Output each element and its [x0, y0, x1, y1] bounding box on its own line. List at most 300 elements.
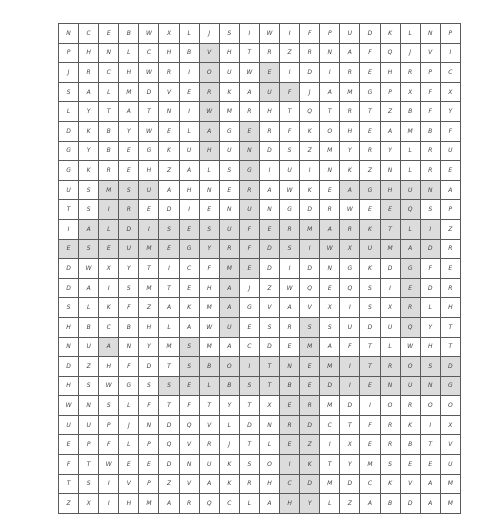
grid-cell[interactable]: A [219, 278, 239, 298]
grid-cell[interactable]: W [259, 24, 279, 44]
grid-cell[interactable]: Y [199, 239, 219, 259]
grid-cell[interactable]: R [400, 298, 420, 318]
grid-cell[interactable]: O [259, 455, 279, 475]
grid-cell[interactable]: E [360, 200, 380, 220]
grid-cell[interactable]: S [360, 278, 380, 298]
grid-cell[interactable]: F [360, 43, 380, 63]
grid-cell[interactable]: D [59, 121, 79, 141]
grid-cell[interactable]: E [380, 200, 400, 220]
grid-cell[interactable]: R [340, 63, 360, 83]
grid-cell[interactable]: I [139, 219, 159, 239]
grid-cell[interactable]: I [340, 376, 360, 396]
grid-cell[interactable]: G [239, 161, 259, 181]
grid-cell[interactable]: K [219, 455, 239, 475]
grid-cell[interactable]: T [360, 337, 380, 357]
grid-cell[interactable]: L [199, 161, 219, 181]
grid-cell[interactable]: H [259, 474, 279, 494]
grid-cell[interactable]: C [280, 474, 300, 494]
grid-cell[interactable]: K [79, 161, 99, 181]
grid-cell[interactable]: E [320, 278, 340, 298]
grid-cell[interactable]: S [380, 455, 400, 475]
grid-cell[interactable]: P [380, 82, 400, 102]
grid-cell[interactable]: U [219, 219, 239, 239]
grid-cell[interactable]: S [79, 239, 99, 259]
grid-cell[interactable]: X [79, 494, 99, 514]
grid-cell[interactable]: I [99, 200, 119, 220]
grid-cell[interactable]: A [79, 278, 99, 298]
grid-cell[interactable]: S [79, 180, 99, 200]
grid-cell[interactable]: S [320, 317, 340, 337]
grid-cell[interactable]: E [259, 63, 279, 83]
grid-cell[interactable]: M [440, 494, 460, 514]
grid-cell[interactable]: M [320, 396, 340, 416]
grid-cell[interactable]: E [360, 63, 380, 83]
grid-cell[interactable]: V [259, 298, 279, 318]
grid-cell[interactable]: L [119, 435, 139, 455]
grid-cell[interactable]: C [139, 43, 159, 63]
grid-cell[interactable]: D [360, 317, 380, 337]
grid-cell[interactable]: S [360, 298, 380, 318]
grid-cell[interactable]: Q [300, 102, 320, 122]
grid-cell[interactable]: I [159, 259, 179, 279]
grid-cell[interactable]: A [259, 180, 279, 200]
grid-cell[interactable]: U [139, 180, 159, 200]
grid-cell[interactable]: K [360, 219, 380, 239]
grid-cell[interactable]: I [320, 435, 340, 455]
grid-cell[interactable]: B [199, 357, 219, 377]
grid-cell[interactable]: O [199, 63, 219, 83]
grid-cell[interactable]: W [340, 200, 360, 220]
grid-cell[interactable]: W [199, 317, 219, 337]
grid-cell[interactable]: Y [79, 141, 99, 161]
grid-cell[interactable]: E [199, 200, 219, 220]
grid-cell[interactable]: E [239, 317, 259, 337]
grid-cell[interactable]: U [440, 455, 460, 475]
grid-cell[interactable]: E [360, 121, 380, 141]
grid-cell[interactable]: X [159, 24, 179, 44]
grid-cell[interactable]: E [239, 259, 259, 279]
grid-cell[interactable]: T [159, 357, 179, 377]
grid-cell[interactable]: V [179, 435, 199, 455]
grid-cell[interactable]: N [320, 43, 340, 63]
grid-cell[interactable]: E [119, 161, 139, 181]
grid-cell[interactable]: S [259, 317, 279, 337]
grid-cell[interactable]: K [380, 24, 400, 44]
grid-cell[interactable]: N [239, 141, 259, 161]
grid-cell[interactable]: S [239, 455, 259, 475]
grid-cell[interactable]: T [159, 396, 179, 416]
grid-cell[interactable]: L [99, 219, 119, 239]
grid-cell[interactable]: N [179, 455, 199, 475]
grid-cell[interactable]: S [159, 219, 179, 239]
grid-cell[interactable]: D [159, 415, 179, 435]
grid-cell[interactable]: F [280, 121, 300, 141]
grid-cell[interactable]: U [59, 180, 79, 200]
grid-cell[interactable]: C [239, 337, 259, 357]
grid-cell[interactable]: H [119, 494, 139, 514]
grid-cell[interactable]: T [440, 337, 460, 357]
grid-cell[interactable]: E [400, 278, 420, 298]
grid-cell[interactable]: G [219, 121, 239, 141]
grid-cell[interactable]: S [219, 161, 239, 181]
grid-cell[interactable]: D [300, 63, 320, 83]
grid-cell[interactable]: A [440, 180, 460, 200]
grid-cell[interactable]: W [280, 180, 300, 200]
grid-cell[interactable]: E [239, 121, 259, 141]
grid-cell[interactable]: B [119, 317, 139, 337]
grid-cell[interactable]: E [280, 337, 300, 357]
grid-cell[interactable]: E [159, 239, 179, 259]
grid-cell[interactable]: Q [179, 415, 199, 435]
grid-cell[interactable]: S [79, 474, 99, 494]
grid-cell[interactable]: P [99, 415, 119, 435]
grid-cell[interactable]: N [159, 102, 179, 122]
grid-cell[interactable]: U [340, 24, 360, 44]
grid-cell[interactable]: D [360, 24, 380, 44]
grid-cell[interactable]: T [320, 102, 340, 122]
grid-cell[interactable]: R [300, 43, 320, 63]
grid-cell[interactable]: M [119, 82, 139, 102]
grid-cell[interactable]: M [300, 337, 320, 357]
grid-cell[interactable]: I [99, 278, 119, 298]
grid-cell[interactable]: R [159, 63, 179, 83]
grid-cell[interactable]: S [59, 298, 79, 318]
grid-cell[interactable]: X [440, 82, 460, 102]
grid-cell[interactable]: W [99, 376, 119, 396]
grid-cell[interactable]: Y [440, 102, 460, 122]
grid-cell[interactable]: H [340, 121, 360, 141]
grid-cell[interactable]: T [320, 455, 340, 475]
grid-cell[interactable]: I [380, 278, 400, 298]
grid-cell[interactable]: L [119, 43, 139, 63]
grid-cell[interactable]: D [380, 259, 400, 279]
grid-cell[interactable]: E [179, 82, 199, 102]
grid-cell[interactable]: R [340, 219, 360, 239]
grid-cell[interactable]: A [179, 161, 199, 181]
grid-cell[interactable]: M [199, 337, 219, 357]
grid-cell[interactable]: X [340, 239, 360, 259]
grid-cell[interactable]: W [99, 455, 119, 475]
grid-cell[interactable]: Q [159, 435, 179, 455]
grid-cell[interactable]: X [259, 396, 279, 416]
grid-cell[interactable]: W [139, 121, 159, 141]
grid-cell[interactable]: B [99, 121, 119, 141]
grid-cell[interactable]: H [219, 43, 239, 63]
grid-cell[interactable]: A [420, 494, 440, 514]
grid-cell[interactable]: T [79, 455, 99, 475]
grid-cell[interactable]: N [259, 415, 279, 435]
grid-cell[interactable]: N [219, 200, 239, 220]
grid-cell[interactable]: R [440, 278, 460, 298]
grid-cell[interactable]: J [300, 82, 320, 102]
grid-cell[interactable]: T [99, 102, 119, 122]
grid-cell[interactable]: M [219, 259, 239, 279]
grid-cell[interactable]: L [400, 141, 420, 161]
grid-cell[interactable]: V [199, 43, 219, 63]
grid-cell[interactable]: G [59, 161, 79, 181]
grid-cell[interactable]: A [179, 317, 199, 337]
grid-cell[interactable]: H [199, 278, 219, 298]
grid-cell[interactable]: A [360, 494, 380, 514]
grid-cell[interactable]: R [320, 200, 340, 220]
grid-cell[interactable]: R [400, 63, 420, 83]
grid-cell[interactable]: U [259, 82, 279, 102]
grid-cell[interactable]: T [259, 376, 279, 396]
grid-cell[interactable]: A [320, 82, 340, 102]
grid-cell[interactable]: U [340, 317, 360, 337]
grid-cell[interactable]: F [420, 82, 440, 102]
grid-cell[interactable]: K [99, 298, 119, 318]
grid-cell[interactable]: Q [400, 200, 420, 220]
grid-cell[interactable]: Y [79, 102, 99, 122]
grid-cell[interactable]: E [420, 455, 440, 475]
grid-cell[interactable]: J [219, 435, 239, 455]
grid-cell[interactable]: G [440, 376, 460, 396]
grid-cell[interactable]: J [119, 415, 139, 435]
grid-cell[interactable]: E [280, 396, 300, 416]
grid-cell[interactable]: D [300, 474, 320, 494]
grid-cell[interactable]: E [119, 455, 139, 475]
grid-cell[interactable]: T [199, 396, 219, 416]
grid-cell[interactable]: D [300, 200, 320, 220]
grid-cell[interactable]: T [360, 357, 380, 377]
grid-cell[interactable]: C [179, 259, 199, 279]
grid-cell[interactable]: H [280, 494, 300, 514]
grid-cell[interactable]: U [400, 180, 420, 200]
grid-cell[interactable]: J [400, 43, 420, 63]
grid-cell[interactable]: V [420, 43, 440, 63]
grid-cell[interactable]: M [320, 474, 340, 494]
grid-cell[interactable]: R [440, 239, 460, 259]
grid-cell[interactable]: L [179, 24, 199, 44]
grid-cell[interactable]: D [340, 474, 360, 494]
grid-cell[interactable]: I [280, 63, 300, 83]
grid-cell[interactable]: D [139, 82, 159, 102]
grid-cell[interactable]: I [99, 474, 119, 494]
grid-cell[interactable]: N [320, 259, 340, 279]
grid-cell[interactable]: H [259, 102, 279, 122]
grid-cell[interactable]: L [420, 298, 440, 318]
grid-cell[interactable]: S [179, 337, 199, 357]
grid-cell[interactable]: F [99, 435, 119, 455]
grid-cell[interactable]: Z [280, 43, 300, 63]
grid-cell[interactable]: N [259, 200, 279, 220]
grid-cell[interactable]: A [199, 121, 219, 141]
grid-cell[interactable]: K [79, 121, 99, 141]
grid-cell[interactable]: S [79, 376, 99, 396]
grid-cell[interactable]: V [119, 474, 139, 494]
grid-cell[interactable]: F [119, 298, 139, 318]
grid-cell[interactable]: M [199, 298, 219, 318]
grid-cell[interactable]: Q [340, 278, 360, 298]
grid-cell[interactable]: K [159, 141, 179, 161]
grid-cell[interactable]: H [79, 43, 99, 63]
grid-cell[interactable]: Q [300, 278, 320, 298]
grid-cell[interactable]: N [320, 161, 340, 181]
grid-cell[interactable]: S [119, 180, 139, 200]
grid-cell[interactable]: L [400, 24, 420, 44]
grid-cell[interactable]: R [119, 200, 139, 220]
grid-cell[interactable]: V [199, 415, 219, 435]
grid-cell[interactable]: H [59, 376, 79, 396]
grid-cell[interactable]: A [79, 82, 99, 102]
grid-cell[interactable]: U [400, 376, 420, 396]
grid-cell[interactable]: D [300, 415, 320, 435]
grid-cell[interactable]: I [340, 357, 360, 377]
grid-cell[interactable]: M [400, 121, 420, 141]
grid-cell[interactable]: A [420, 474, 440, 494]
grid-cell[interactable]: P [320, 24, 340, 44]
grid-cell[interactable]: Z [159, 474, 179, 494]
grid-cell[interactable]: R [259, 43, 279, 63]
grid-cell[interactable]: T [239, 396, 259, 416]
grid-cell[interactable]: H [199, 141, 219, 161]
grid-cell[interactable]: D [300, 259, 320, 279]
grid-cell[interactable]: R [219, 239, 239, 259]
grid-cell[interactable]: C [440, 63, 460, 83]
grid-cell[interactable]: R [179, 494, 199, 514]
grid-cell[interactable]: Z [300, 141, 320, 161]
grid-cell[interactable]: L [259, 435, 279, 455]
grid-cell[interactable]: K [300, 180, 320, 200]
grid-cell[interactable]: Y [119, 259, 139, 279]
grid-cell[interactable]: T [360, 102, 380, 122]
grid-cell[interactable]: N [79, 396, 99, 416]
grid-cell[interactable]: H [139, 161, 159, 181]
grid-cell[interactable]: J [239, 278, 259, 298]
grid-cell[interactable]: U [280, 161, 300, 181]
grid-cell[interactable]: V [159, 82, 179, 102]
grid-cell[interactable]: A [400, 239, 420, 259]
grid-cell[interactable]: H [440, 298, 460, 318]
grid-cell[interactable]: D [159, 455, 179, 475]
grid-cell[interactable]: D [159, 200, 179, 220]
grid-cell[interactable]: G [340, 259, 360, 279]
grid-cell[interactable]: S [199, 219, 219, 239]
grid-cell[interactable]: O [420, 396, 440, 416]
grid-cell[interactable]: M [99, 180, 119, 200]
grid-cell[interactable]: R [300, 396, 320, 416]
grid-cell[interactable]: R [199, 82, 219, 102]
grid-cell[interactable]: N [380, 376, 400, 396]
grid-cell[interactable]: L [219, 415, 239, 435]
grid-cell[interactable]: E [139, 200, 159, 220]
grid-cell[interactable]: R [380, 415, 400, 435]
grid-cell[interactable]: U [179, 141, 199, 161]
grid-cell[interactable]: U [199, 455, 219, 475]
grid-cell[interactable]: H [420, 337, 440, 357]
grid-cell[interactable]: T [420, 435, 440, 455]
grid-cell[interactable]: K [300, 455, 320, 475]
grid-cell[interactable]: Z [300, 435, 320, 455]
grid-cell[interactable]: F [420, 102, 440, 122]
grid-cell[interactable]: O [380, 396, 400, 416]
grid-cell[interactable]: C [99, 63, 119, 83]
grid-cell[interactable]: P [59, 43, 79, 63]
grid-cell[interactable]: N [139, 415, 159, 435]
grid-cell[interactable]: D [139, 357, 159, 377]
grid-cell[interactable]: I [420, 219, 440, 239]
grid-cell[interactable]: E [139, 455, 159, 475]
grid-cell[interactable]: A [239, 82, 259, 102]
grid-cell[interactable]: A [320, 219, 340, 239]
grid-cell[interactable]: H [159, 43, 179, 63]
grid-cell[interactable]: N [380, 161, 400, 181]
grid-cell[interactable]: F [199, 259, 219, 279]
grid-cell[interactable]: E [179, 376, 199, 396]
grid-cell[interactable]: M [159, 337, 179, 357]
grid-cell[interactable]: W [400, 337, 420, 357]
grid-cell[interactable]: O [320, 121, 340, 141]
grid-cell[interactable]: U [79, 337, 99, 357]
grid-cell[interactable]: R [360, 141, 380, 161]
grid-cell[interactable]: E [259, 219, 279, 239]
grid-cell[interactable]: A [99, 337, 119, 357]
grid-cell[interactable]: A [219, 337, 239, 357]
grid-cell[interactable]: J [59, 63, 79, 83]
grid-cell[interactable]: E [400, 455, 420, 475]
grid-cell[interactable]: T [239, 43, 259, 63]
grid-cell[interactable]: R [99, 161, 119, 181]
grid-cell[interactable]: R [280, 219, 300, 239]
grid-cell[interactable]: C [79, 24, 99, 44]
grid-cell[interactable]: K [219, 82, 239, 102]
grid-cell[interactable]: R [239, 474, 259, 494]
grid-cell[interactable]: I [179, 200, 199, 220]
grid-cell[interactable]: S [159, 376, 179, 396]
grid-cell[interactable]: C [219, 494, 239, 514]
grid-cell[interactable]: K [380, 474, 400, 494]
grid-cell[interactable]: S [420, 200, 440, 220]
grid-cell[interactable]: E [179, 278, 199, 298]
grid-cell[interactable]: N [99, 43, 119, 63]
grid-cell[interactable]: Z [360, 161, 380, 181]
grid-cell[interactable]: T [239, 435, 259, 455]
grid-cell[interactable]: E [119, 141, 139, 161]
grid-cell[interactable]: X [440, 415, 460, 435]
grid-cell[interactable]: L [99, 82, 119, 102]
grid-cell[interactable]: E [360, 435, 380, 455]
grid-cell[interactable]: F [239, 239, 259, 259]
grid-cell[interactable]: R [259, 121, 279, 141]
grid-cell[interactable]: D [340, 396, 360, 416]
grid-cell[interactable]: E [179, 219, 199, 239]
grid-cell[interactable]: I [179, 63, 199, 83]
grid-cell[interactable]: L [320, 494, 340, 514]
grid-cell[interactable]: I [280, 259, 300, 279]
grid-cell[interactable]: E [440, 259, 460, 279]
grid-cell[interactable]: W [139, 63, 159, 83]
grid-cell[interactable]: W [79, 259, 99, 279]
grid-cell[interactable]: L [119, 396, 139, 416]
grid-cell[interactable]: C [320, 415, 340, 435]
grid-cell[interactable]: Z [159, 161, 179, 181]
grid-cell[interactable]: D [259, 239, 279, 259]
grid-cell[interactable]: L [179, 121, 199, 141]
grid-cell[interactable]: V [179, 474, 199, 494]
grid-cell[interactable]: I [420, 415, 440, 435]
grid-cell[interactable]: G [139, 141, 159, 161]
grid-cell[interactable]: S [179, 357, 199, 377]
grid-cell[interactable]: E [219, 180, 239, 200]
grid-cell[interactable]: W [199, 102, 219, 122]
grid-cell[interactable]: S [420, 357, 440, 377]
grid-cell[interactable]: Y [119, 121, 139, 141]
grid-cell[interactable]: R [380, 435, 400, 455]
grid-cell[interactable]: W [320, 239, 340, 259]
grid-cell[interactable]: G [400, 259, 420, 279]
grid-cell[interactable]: D [420, 239, 440, 259]
